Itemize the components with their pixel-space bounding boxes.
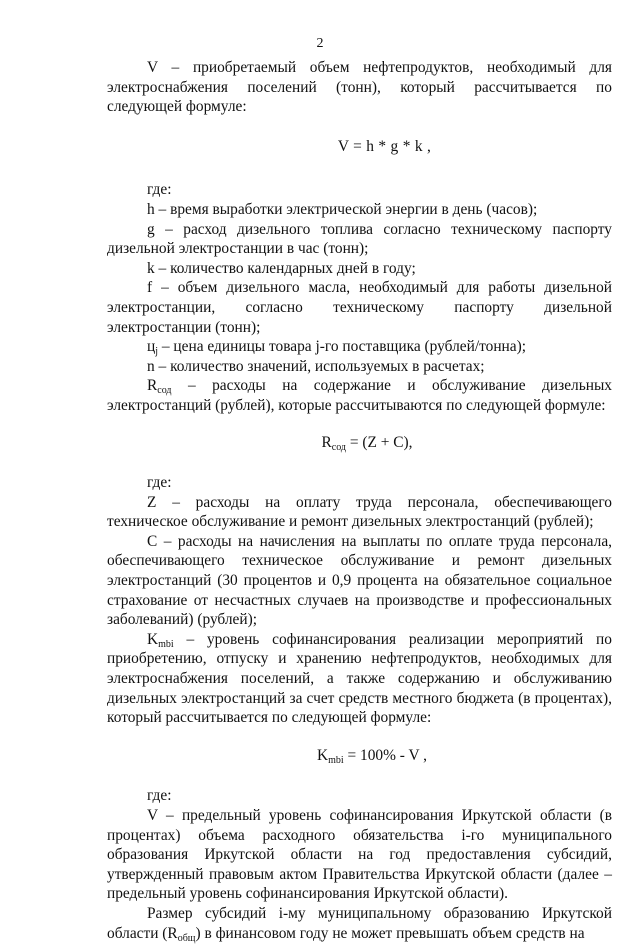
formula-r-sod: $R_{сод} = (Z + C)$,: [321, 433, 413, 453]
paragraph-subsidy-size: Размер субсидий i-му муниципальному образованию Иркутской области $(R_{общ})$ в финансовом году не может превышать объем средств на: [107, 904, 612, 944]
where-label: где:: [147, 181, 172, 199]
definition-c: C – расходы на начисления на выплаты по оплате труда персонала, обеспечивающего техническое обслуживание и ремонт дизельных электростанций (30 процентов и 0,9 процента на обязательное социальное страхование от несчастных случаев на производстве и профессиональных заболеваний) (рублей);: [107, 532, 612, 629]
definition-n: n – количество значений, используемых в расчетах;: [147, 357, 485, 375]
definition-v-limit: V – предельный уровень софинансирования Иркутской области (в процентах) объема расходного обязательства i-го муниципального образования Иркутской области на год предоставления субсидий, утвержденный правовым актом Правительства Иркутской области (далее – предельный уровень софинансирования Иркутской области).: [107, 807, 612, 903]
definition-f: f – объем дизельного масла, необходимый для работы дизельной электростанции, согласно техническому паспорту дизельной электростанции (тонн);: [107, 279, 612, 336]
definition-k-mbi: $K_{mbi}$ – уровень софинансирования реализации мероприятий по приобретению, отпуску и хранению нефтепродуктов, необходимых для электроснабжения поселений, а также содержанию и обслуживанию дизельных электростанций за счет средств местного бюджета (в процентах), который рассчитывается по следующей формуле:: [107, 630, 612, 727]
definition-h: h – время выработки электрической энергии в день (часов);: [147, 200, 538, 218]
where-label: где:: [147, 474, 172, 492]
formula-v: V = h * g * k ,: [337, 137, 432, 155]
formula-k-mbi: $K_{mbi} = 100\% - V$ ,: [316, 746, 428, 766]
definition-r-sod: $R_{сод}$ – расходы на содержание и обслуживание дизельных электростанций (рублей), которые рассчитываются по следующей формуле:: [107, 377, 612, 414]
definition-z: Z – расходы на оплату труда персонала, обеспечивающего техническое обслуживание и ремонт дизельных электростанций (рублей);: [107, 493, 612, 531]
definition-price: $ц_j$ – цена единицы товара j-го поставщика (рублей/тонна);: [147, 338, 527, 358]
definition-g: g – расход дизельного топлива согласно техническому паспорту дизельной электростанции в час (тонн);: [107, 220, 612, 258]
where-label: где:: [147, 787, 172, 805]
definition-k: k – количество календарных дней в году;: [147, 259, 416, 277]
paragraph-v-definition: V – приобретаемый объем нефтепродуктов, необходимый для электроснабжения поселений (тонн), который рассчитывается по следующей формуле:: [107, 59, 612, 116]
document-body: [107, 58, 612, 943]
page-number: 2: [316, 36, 324, 51]
